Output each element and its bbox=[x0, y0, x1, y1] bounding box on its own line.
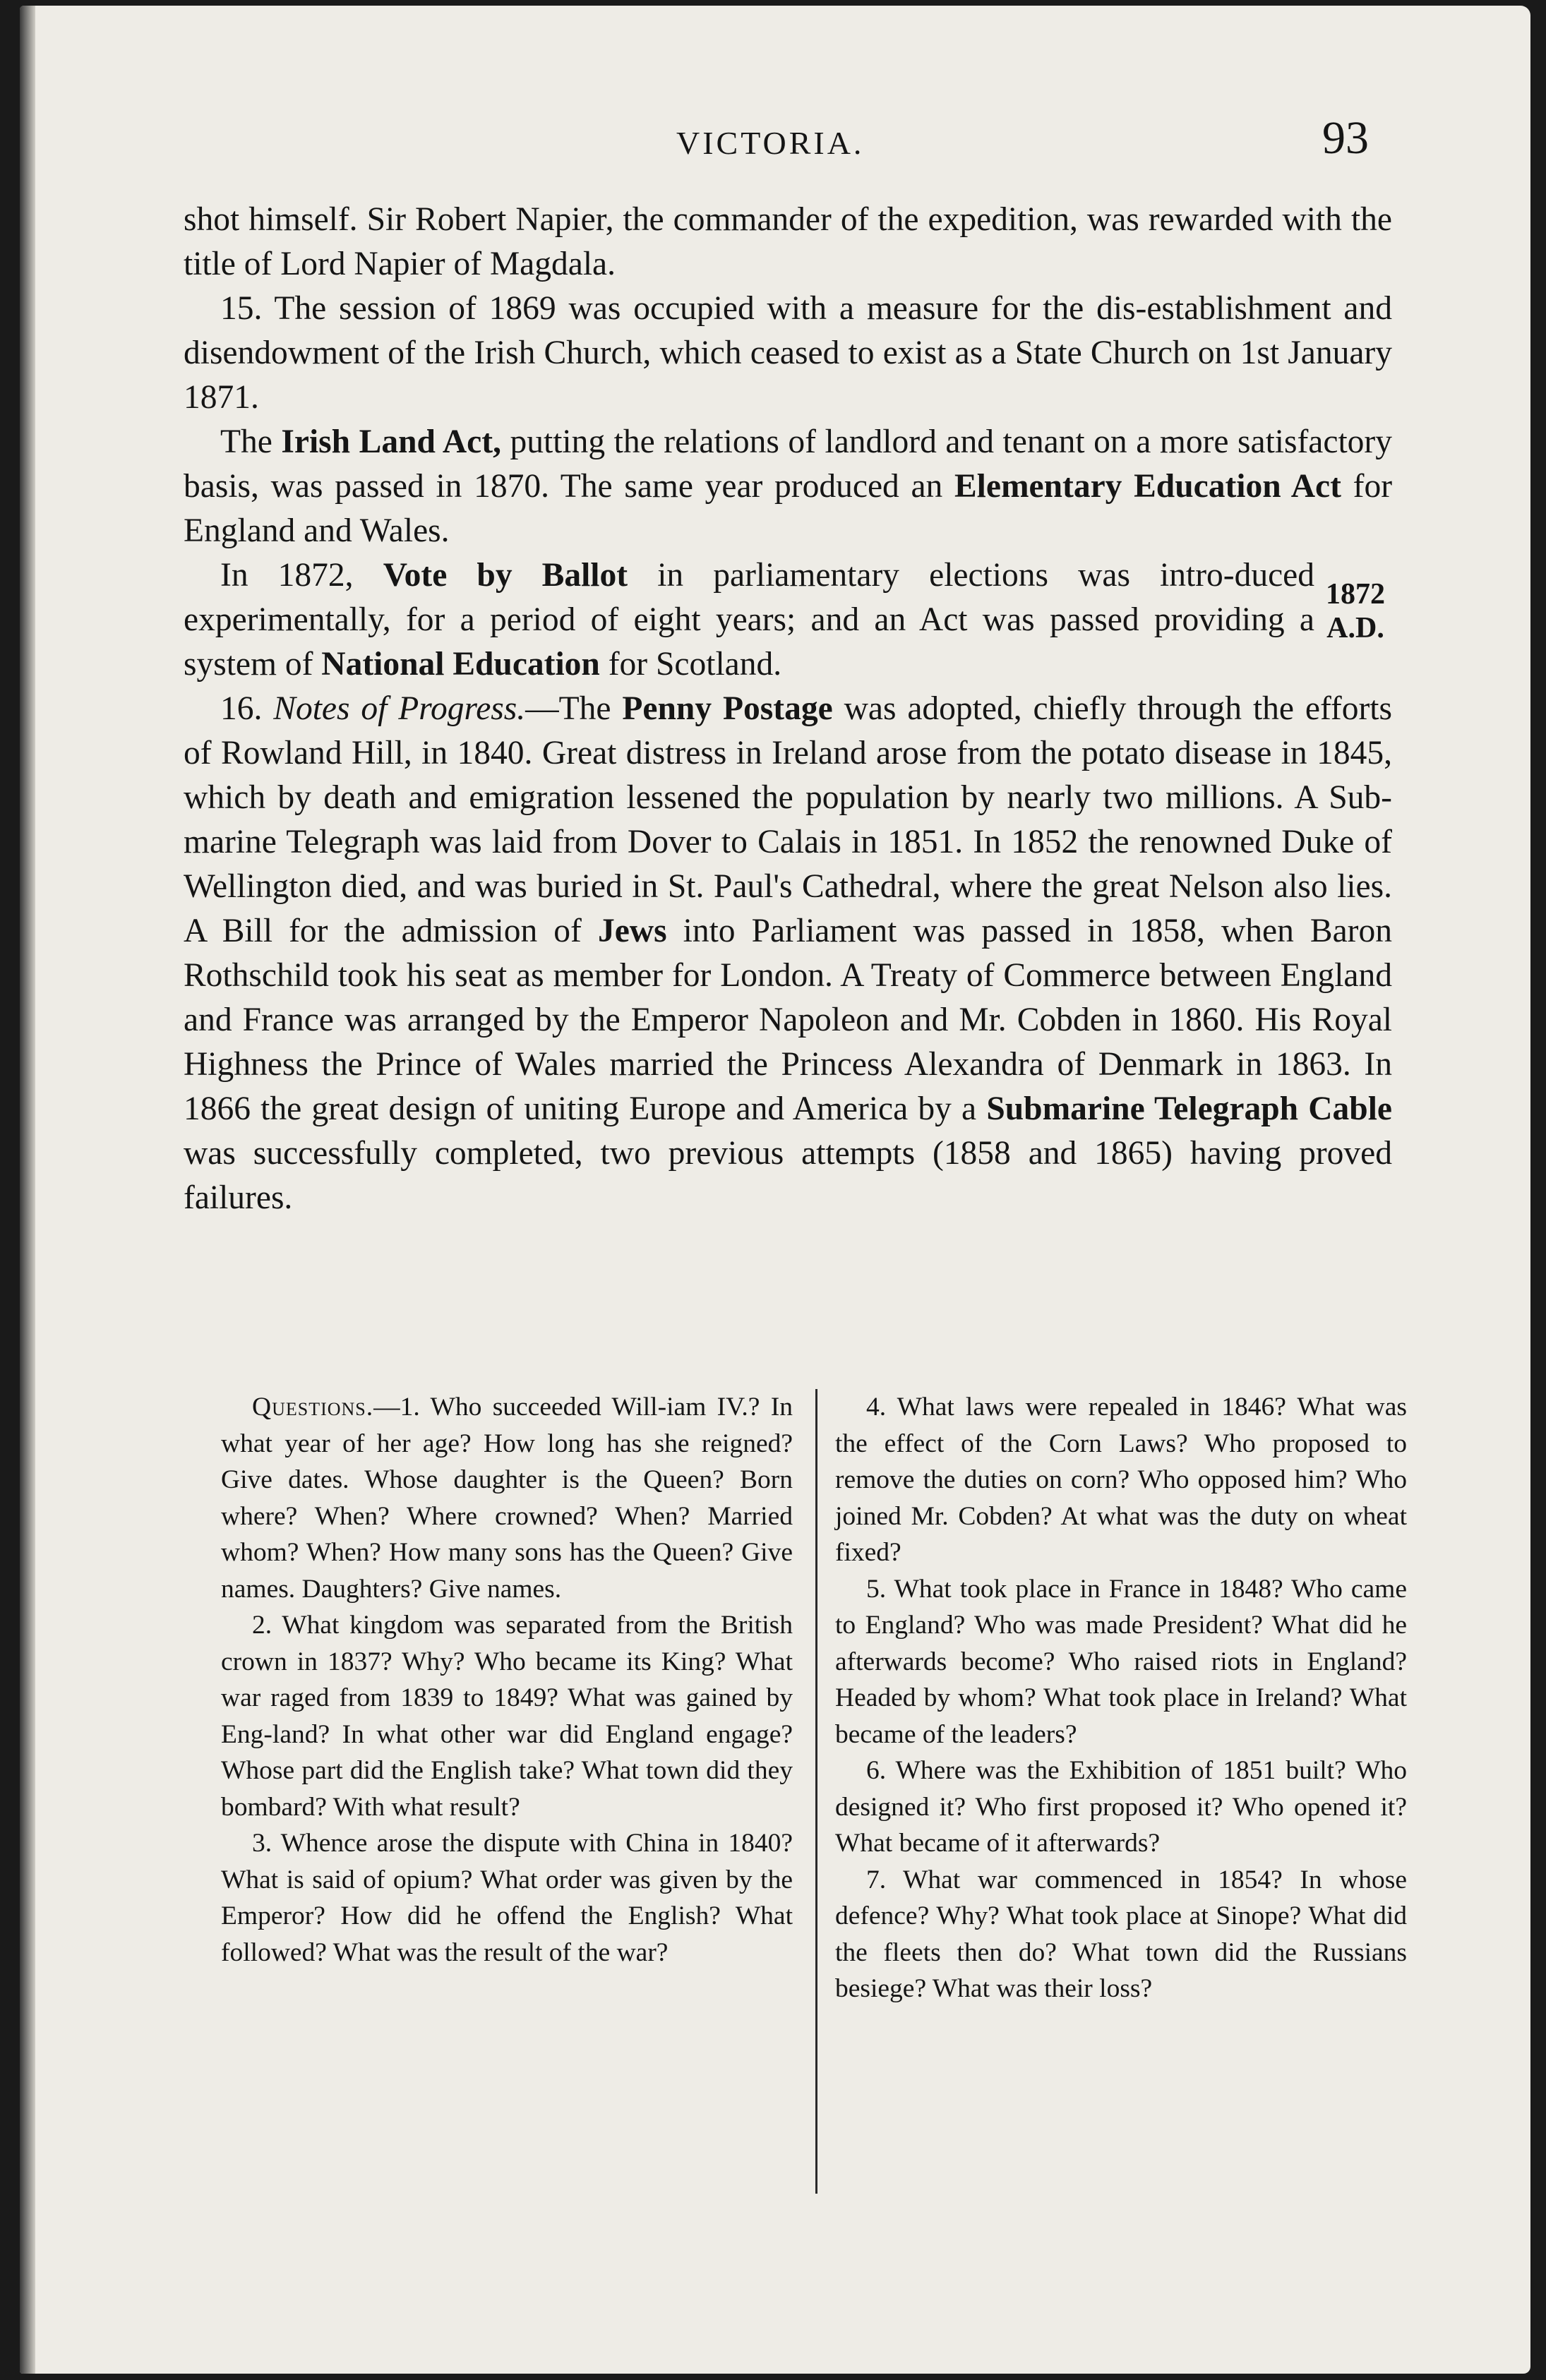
bold-term: Vote by Ballot bbox=[383, 557, 628, 594]
paragraph-2: 15. The session of 1869 was occupied with a measure for the dis-establishment and disendowment of the Irish Church, which ceased to exist as a State Church on 1st January 1871. bbox=[184, 290, 1392, 416]
questions-right-column bbox=[835, 1389, 1407, 2007]
question-3: 3. Whence arose the dispute with China in 1840? What is said of opium? What order was given by the Emperor? How did he offend the English? What followed? What was the result of the war? bbox=[221, 1829, 793, 1967]
question-1: Questions.—1. Who succeeded Will-iam IV.? In what year of her age? How long has she reigned? Give dates. Whose daughter is the Queen? Born where? When? Where crowned? When? Married whom? When? How many sons has the Queen? Give names. Daughters? Give names. bbox=[221, 1393, 793, 1604]
paragraph-3: The Irish Land Act, putting the relations of landlord and tenant on a more satisfactory basis, was passed in 1870. The same year produced an Elementary Education Act for England and Wales. bbox=[184, 423, 1393, 549]
bold-term: Elementary Education Act bbox=[954, 468, 1341, 505]
page-header bbox=[20, 112, 1530, 168]
margin-date-note bbox=[1326, 577, 1385, 645]
page-number: 93 bbox=[1322, 112, 1369, 164]
margin-era: A.D. bbox=[1326, 612, 1384, 644]
running-head: VICTORIA. bbox=[676, 125, 865, 161]
paragraph-5: 16. Notes of Progress.—The Penny Postage was adopted, chiefly through the efforts of Rowland Hill, in 1840. Great distress in Ireland arose from the potato disease in 1845, which by death and emigration lessened the population by nearly two millions. A Sub-marine Telegraph was laid from Dover to Calais in 1851. In 1852 the renowned Duke of Wellington died, and was buried in St. Paul's Cathedral, where the great Nelson also lies. A Bill for the admission of Jews into Parliament was passed in 1858, when Baron Rothschild took his seat as member for London. A Treaty of Commerce between England and France was arranged by the Emperor Napoleon and Mr. Cobden in 1860. His Royal Highness the Prince of Wales married the Princess Alexandra of Denmark in 1863. In 1866 the great design of uniting Europe and America by a Submarine Telegraph Cable was successfully completed, two previous attempts (1858 and 1865) having proved failures. bbox=[184, 690, 1393, 1216]
question-7: 7. What war commenced in 1854? In whose defence? Why? What took place at Sinope? What did the fleets then do? What town did the Russians besiege? What was their loss? bbox=[835, 1865, 1407, 2003]
bold-term: Submarine Telegraph Cable bbox=[986, 1090, 1393, 1127]
section-title: Notes of Progress. bbox=[273, 690, 526, 727]
question-4: 4. What laws were repealed in 1846? What was the effect of the Corn Laws? Who proposed to remove the duties on corn? Who opposed him? Who joined Mr. Cobden? At what was the duty on wheat fixed? bbox=[835, 1393, 1407, 1567]
question-2: 2. What kingdom was separated from the British crown in 1837? Why? Who became its King? What war raged from 1839 to 1849? What was gained by Eng-land? In what other war did England engage? Whose part did the English take? What town did they bombard? With what result? bbox=[221, 1611, 793, 1822]
bold-term: Irish Land Act, bbox=[281, 423, 501, 460]
bold-term: Jews bbox=[597, 913, 667, 949]
book-page bbox=[20, 6, 1530, 2374]
questions-section bbox=[221, 1389, 1425, 2208]
questions-heading: Questions. bbox=[252, 1393, 374, 1422]
paragraph-1: shot himself. Sir Robert Napier, the commander of the expedition, was rewarded with the title of Lord Napier of Magdala. bbox=[184, 201, 1392, 282]
bold-term: Penny Postage bbox=[622, 690, 833, 727]
column-divider bbox=[815, 1389, 817, 2194]
bold-term: National Education bbox=[321, 646, 600, 683]
paragraph-4: In 1872, Vote by Ballot in parliamentary elections was intro-duced experimentally, for a period of eight years; and an Act was passed providing a system of National Education for Scotland. bbox=[184, 557, 1315, 683]
page-edge-shadow bbox=[20, 6, 35, 2374]
main-text bbox=[184, 198, 1392, 1220]
questions-left-column bbox=[221, 1389, 793, 1971]
question-5: 5. What took place in France in 1848? Who came to England? Who was made President? What did he afterwards become? Who raised riots in England? Headed by whom? What took place in Ireland? What became of the leaders? bbox=[835, 1574, 1407, 1749]
question-6: 6. Where was the Exhibition of 1851 built? Who designed it? Who first proposed it? Who opened it? What became of it afterwards? bbox=[835, 1756, 1407, 1858]
margin-year: 1872 bbox=[1326, 578, 1385, 611]
